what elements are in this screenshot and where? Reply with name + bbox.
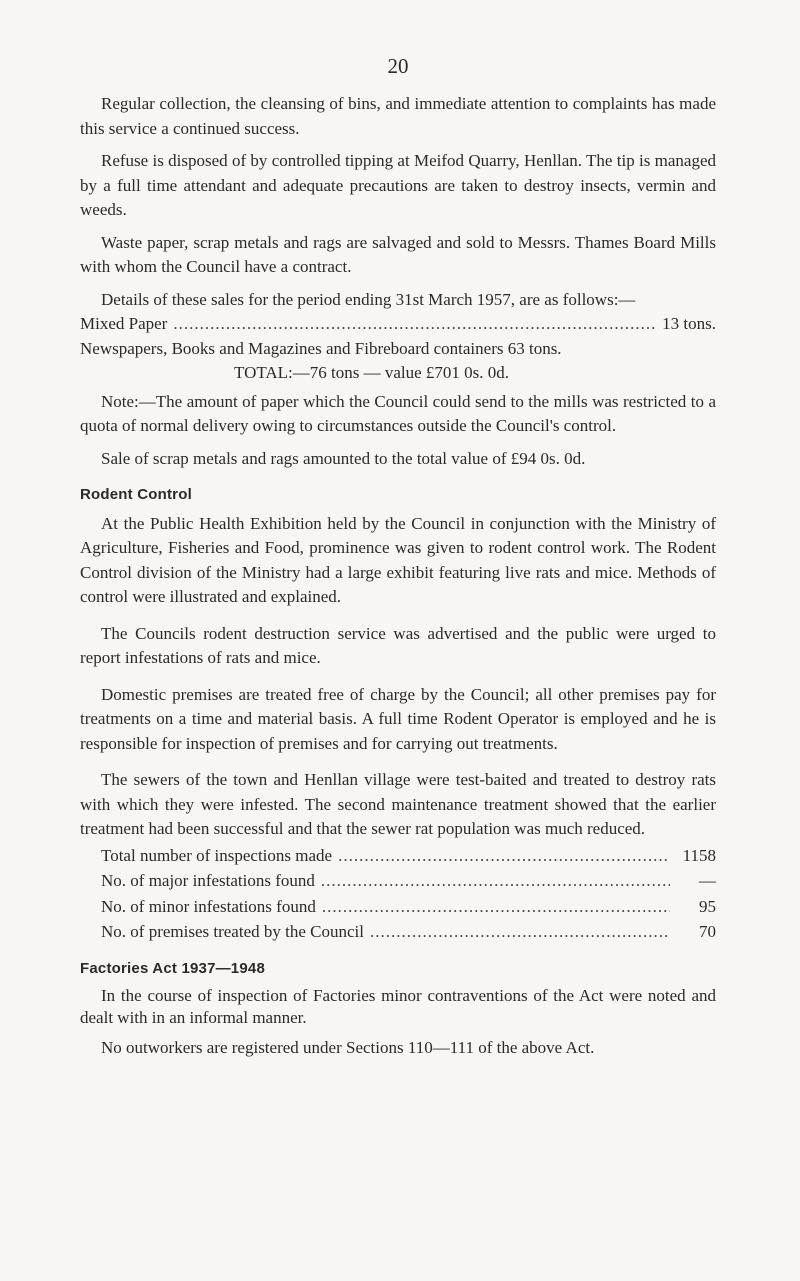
stat-label: No. of major infestations found [101, 871, 315, 890]
scrap-sale-paragraph: Sale of scrap metals and rags amounted to the total value of £94 0s. 0d. [101, 448, 586, 468]
rodent-paragraph-domestic: Domestic premises are treated free of charge by the Council; all other premises pay for treatments on a time and material basis. A full time Rodent Operator is employed and he is responsible for inspection of premises and for carrying out treatments. [80, 684, 716, 753]
stat-row-inspections [80, 844, 716, 869]
page-content [80, 92, 716, 1067]
rodent-paragraph-advertised: The Councils rodent destruction service was advertised and the public were urged to report infestations of rats and mice. [80, 623, 716, 667]
note-paragraph: Note:—The amount of paper which the Council could send to the mills was restricted to a quota of normal delivery owing to circumstances outside the Council's control. [80, 391, 716, 435]
sales-mixed-paper-value: 13 tons. [662, 314, 716, 333]
rodent-paragraph-sewers: The sewers of the town and Henllan village were test-baited and treated to destroy rats with which they were infested. The second maintenance treatment showed that the earlier treatment had been successful and that the sewer rat population was much reduced. [80, 770, 716, 838]
stat-row-minor-infestations [80, 895, 716, 920]
stat-row-premises-treated [80, 920, 716, 945]
intro-paragraph-waste: Waste paper, scrap metals and rags are salvaged and sold to Messrs. Thames Board Mills with whom the Council have a contract. [80, 232, 716, 276]
sales-total-row: TOTAL:—76 tons — value £701 0s. 0d. [234, 363, 510, 382]
rodent-paragraph-exhibition: At the Public Health Exhibition held by the Council in conjunction with the Ministry of Agriculture, Fisheries and Food, prominence was given to rodent control work. The Rodent Control division of the Ministry had a large exhibit featuring live rats and mice. Methods of control were illustrated and explained. [80, 513, 716, 606]
stat-row-major-infestations [80, 869, 716, 894]
rodent-control-heading: Rodent Control [80, 486, 192, 503]
stat-value: 1158 [682, 845, 716, 865]
leader-dots [370, 920, 670, 945]
leader-dots [321, 869, 670, 894]
factories-paragraph-inspection: In the course of inspection of Factories minor contraventions of the Act were noted and dealt with in an informal manner. [80, 986, 716, 1027]
stat-value: 95 [699, 896, 716, 916]
stat-label: Total number of inspections made [101, 845, 333, 865]
stat-label: No. of premises treated by the Council [101, 922, 364, 941]
sales-mixed-paper-label: Mixed Paper [80, 314, 168, 333]
sales-mixed-paper-row [80, 312, 716, 337]
stat-value: 70 [699, 922, 716, 941]
factories-paragraph-outworkers: No outworkers are registered under Sections 110—111 of the above Act. [101, 1038, 595, 1057]
rodent-stats-list [80, 844, 716, 945]
intro-paragraph-details: Details of these sales for the period ending 31st March 1957, are as follows:— [101, 289, 636, 309]
stat-value: — [699, 871, 716, 890]
intro-paragraph-collection: Regular collection, the cleansing of bins, and immediate attention to complaints has made this service a continued success. [80, 94, 716, 138]
intro-paragraph-refuse: Refuse is disposed of by controlled tipping at Meifod Quarry, Henllan. The tip is managed by a full time attendant and adequate precautions are taken to destroy insects, vermin and weeds. [80, 151, 716, 219]
page-number: 20 [387, 54, 409, 78]
leader-dots [322, 895, 670, 920]
factories-act-heading: Factories Act 1937—1948 [80, 959, 265, 977]
sales-newspapers-row: Newspapers, Books and Magazines and Fibreboard containers 63 tons. [80, 338, 562, 358]
stat-label: No. of minor infestations found [101, 896, 316, 916]
leader-dots [173, 312, 656, 337]
leader-dots [338, 844, 670, 869]
